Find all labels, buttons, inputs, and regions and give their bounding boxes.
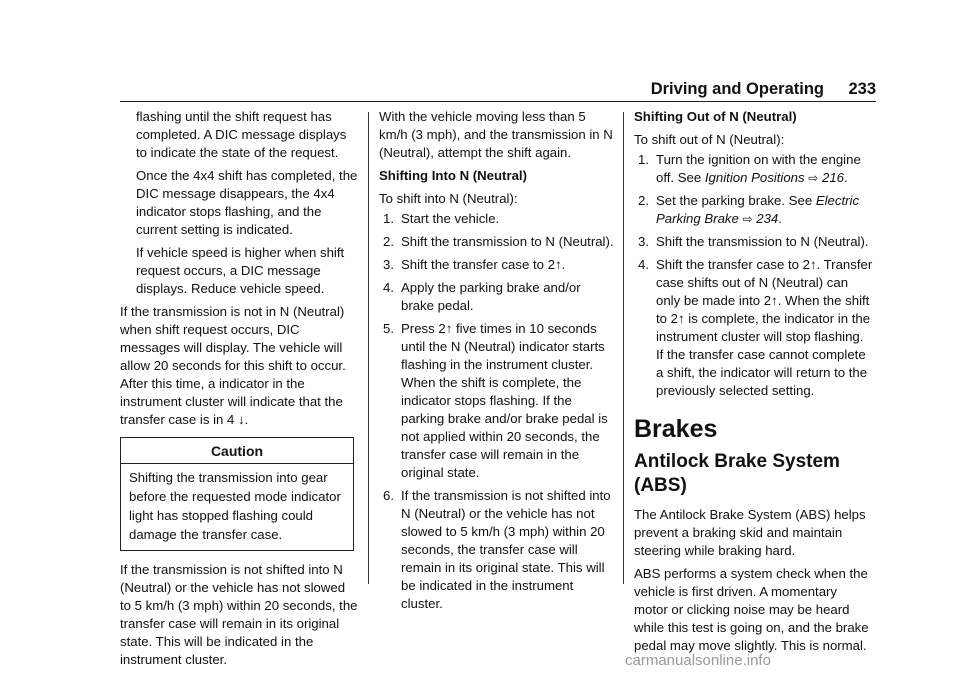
paragraph: If vehicle speed is higher when shift request occurs, a DIC message displays. Reduce vehicle speed. xyxy=(136,245,345,296)
2wd-high-icon: ↑ xyxy=(445,321,453,336)
paragraph: With the vehicle moving less than 5 km/h (3 mph), and the transmission in N (Neutral), attempt the shift again. xyxy=(379,109,613,160)
list-text: Press 2 xyxy=(401,321,446,336)
list-text: . Transfer case shifts out of N (Neutral) can only be made into 2 xyxy=(656,257,873,308)
list-item xyxy=(634,233,874,251)
list-number: 2. xyxy=(383,234,394,249)
list-item xyxy=(379,256,615,274)
column-2 xyxy=(379,108,615,618)
list-item xyxy=(379,233,615,251)
list-item: 1. Turn the ignition on with the engine off. See Ignition Positions ⇨ 216. xyxy=(638,152,861,185)
paragraph: To shift into N (Neutral): xyxy=(379,191,518,206)
cross-reference-link[interactable]: Ignition Positions xyxy=(704,170,805,185)
2wd-high-icon: ↑ xyxy=(554,257,562,272)
list-text: Shift the transfer case to 2 xyxy=(656,257,810,272)
paragraph xyxy=(120,303,358,429)
paragraph: Once the 4x4 shift has completed, the DIC message disappears, the 4x4 indicator stops flashing, and the current setting is indicated. xyxy=(136,168,358,237)
paragraph: If the transmission is not shifted into N (Neutral) or the vehicle has not slowed to 5 km/h (3 mph) within 20 seconds, the transfer case will remain in its original state. This will be indicated in the instrument cluster. xyxy=(120,562,358,667)
list-number: 3. xyxy=(383,257,394,272)
page-number: 233 xyxy=(848,80,876,98)
page-ref-number[interactable]: 216 xyxy=(822,170,845,185)
list-number: 4. xyxy=(638,257,649,272)
text: . xyxy=(244,412,249,427)
column-divider-1 xyxy=(368,112,369,584)
caution-box xyxy=(120,437,354,551)
list-item xyxy=(379,210,615,228)
subheading: Shifting Into N (Neutral) xyxy=(379,168,527,183)
list-text: . xyxy=(561,257,566,272)
paragraph: flashing until the shift request has completed. A DIC message displays to indicate the state of the request. xyxy=(136,109,347,160)
page-ref-number[interactable]: 234 xyxy=(756,211,779,226)
paragraph: ABS performs a system check when the vehicle is first driven. A momentary motor or clicking noise may be heard while this test is going on, and the brake pedal may move slightly. This is normal. xyxy=(634,566,869,653)
paragraph: To shift out of N (Neutral): xyxy=(634,132,785,147)
2wd-high-icon: ↑ xyxy=(771,293,778,308)
list-text: . When the shift to 2 xyxy=(656,293,870,326)
list-item xyxy=(379,487,615,613)
list-text: Apply the parking brake and/or brake pedal. xyxy=(401,280,581,313)
list-number: 1. xyxy=(638,152,649,167)
2wd-high-icon: ↑ xyxy=(809,257,817,272)
list-text: Start the vehicle. xyxy=(401,211,500,226)
watermark: carmanualsonline.info xyxy=(625,652,771,669)
list-item xyxy=(634,256,874,400)
list-number: 3. xyxy=(638,234,649,249)
2wd-high-icon: ↑ xyxy=(678,311,685,326)
list-text: Shift the transmission to N (Neutral). xyxy=(656,234,869,249)
list-item xyxy=(379,320,615,482)
page-ref-icon: ⇨ xyxy=(808,171,819,185)
list-number: 1. xyxy=(383,211,394,226)
list-number: 6. xyxy=(383,488,394,503)
text: If the transmission is not in N (Neutral) when shift request occurs, DIC messages will display. The vehicle will allow 20 seconds for this shift to occur. After this time, a indicator in the instrument cluster will indicate that the transfer case is in 4 xyxy=(120,304,346,427)
subheading: Shifting Out of N (Neutral) xyxy=(634,109,797,124)
column-3 xyxy=(634,108,874,660)
list-text: Shift the transfer case to 2 xyxy=(401,257,555,272)
page-header xyxy=(640,80,876,102)
list-text: five times in 10 seconds until the N (Neutral) indicator starts flashing in the instrument cluster. When the shift is complete, the indicator stops flashing. If the parking brake and/or brake pedal is not applied within 20 seconds, the transfer case will remain in the original state. xyxy=(401,321,608,480)
list-number: 2. xyxy=(638,193,649,208)
list-text: Set the parking brake. See xyxy=(656,193,813,208)
column-1 xyxy=(120,108,358,674)
column-divider-2 xyxy=(623,112,624,584)
cross-reference-link[interactable]: Electric Parking Brake xyxy=(656,193,860,226)
header-rule xyxy=(120,101,876,102)
4wd-low-icon: ↓ xyxy=(238,412,245,427)
list-text: Shift the transmission to N (Neutral). xyxy=(401,234,614,249)
list-text: Turn the ignition on with the engine off. See xyxy=(656,152,861,185)
list-number: 5. xyxy=(383,321,394,336)
paragraph: The Antilock Brake System (ABS) helps prevent a braking skid and maintain steering while braking hard. xyxy=(634,507,866,558)
list-item: 2. Set the parking brake. See Electric Parking Brake ⇨ 234. xyxy=(638,193,860,226)
list-text: is complete, the indicator in the instrument cluster will stop flashing. If the transfer case cannot complete a shift, the indicator will return to the previously selected setting. xyxy=(656,311,871,398)
subsection-heading: Antilock Brake System (ABS) xyxy=(634,451,840,496)
page-ref-icon: ⇨ xyxy=(742,212,753,226)
section-heading: Brakes xyxy=(634,415,718,443)
caution-title: Caution xyxy=(121,438,353,464)
list-item xyxy=(379,279,615,315)
list-text: If the transmission is not shifted into N (Neutral) or the vehicle has not slowed to 5 km/h (3 mph) within 20 seconds, the transfer case will remain in its original state. This will be indicated in the instrument cluster. xyxy=(401,488,611,611)
list-number: 4. xyxy=(383,280,394,295)
caution-text: Shifting the transmission into gear before the requested mode indicator light has stopped flashing could damage the transfer case. xyxy=(129,470,341,542)
section-title: Driving and Operating xyxy=(650,80,824,98)
